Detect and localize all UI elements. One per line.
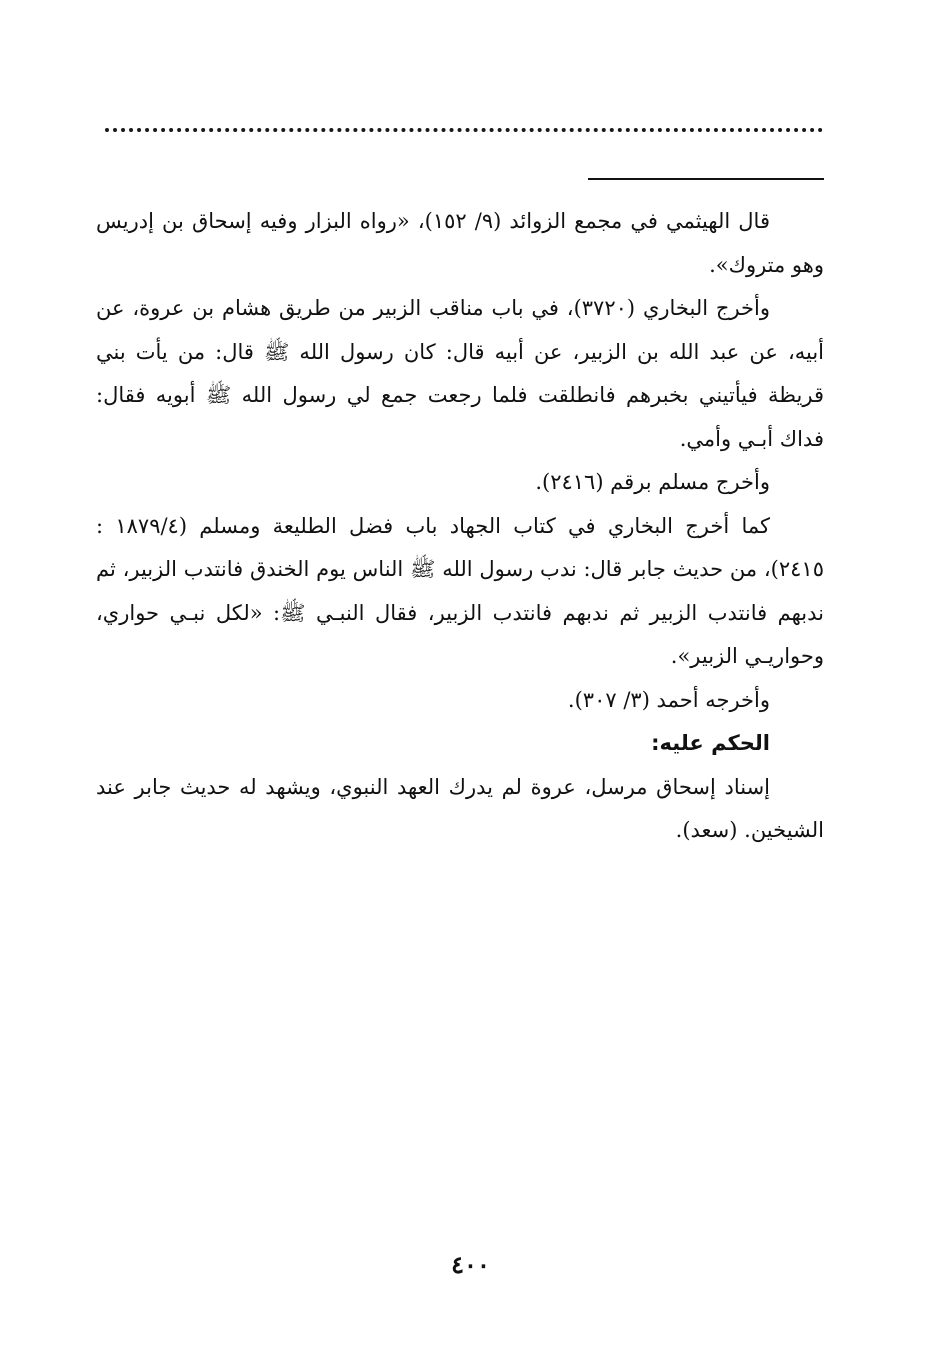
paragraph-bukhari-3720: وأخرج البخاري (٣٧٢٠)، في باب مناقب الزبير من طريق هشام بن عروة، عن أبيه، عن عبد الله بن الزبير، عن أبيه قال: كان رسول الله ﷺ قال: من يأت بني قريظة فيأتيني بخبرهم فانطلقت فلما رجعت جمع لي رسول الله ﷺ أبويه فقال: فداك أبـي وأمي.	[96, 296, 824, 451]
paragraph-haythami: قال الهيثمي في مجمع الزوائد (٩/ ١٥٢)، «رواه البزار وفيه إسحاق بن إدريس وهو متروك».	[96, 209, 824, 277]
ruling-heading: الحكم عليه:	[651, 731, 770, 755]
dotted-separator	[105, 128, 823, 132]
paragraph-bukhari-jihad: كما أخرج البخاري في كتاب الجهاد باب فضل الطليعة ومسلم (١٨٧٩/٤ : ٢٤١٥)، من حديث جابر قال: ندب رسول الله ﷺ الناس يوم الخندق فانتدب الزبير، ثم ندبهم فانتدب الزبير ثم ندبهم فانتدب الزبير، فقال النبـي ﷺ: «لكل نبـي حواري، وحواريـي الزبير».	[96, 513, 824, 668]
page-number: ٤٠٠	[451, 1250, 490, 1279]
footnote-rule	[588, 178, 824, 180]
paragraph-ahmad: وأخرجه أحمد (٣/ ٣٠٧).	[567, 687, 770, 712]
paragraph-muslim-2416: وأخرج مسلم برقم (٢٤١٦).	[535, 470, 770, 494]
footnote-body	[96, 200, 824, 853]
ruling-paragraph: إسناد إسحاق مرسل، عروة لم يدرك العهد النبوي، ويشهد له حديث جابر عند الشيخين. (سعد).	[96, 774, 824, 842]
